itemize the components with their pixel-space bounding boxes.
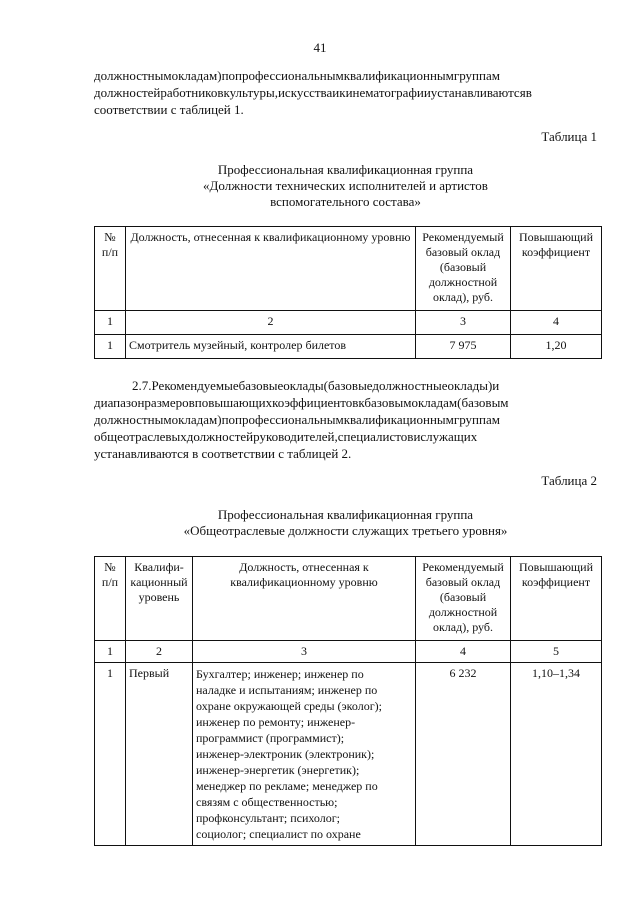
word: 2.7.	[132, 378, 152, 393]
table1-title	[94, 162, 597, 210]
word: должностные	[372, 378, 448, 393]
position-line: менеджер по рекламе; менеджер по	[196, 779, 378, 793]
position-line: инженер-энергетик (энергетик);	[196, 763, 360, 777]
word: специалистов	[337, 429, 414, 444]
word: окладам)	[171, 68, 222, 83]
word: к	[358, 395, 365, 410]
table1-header-row	[95, 227, 602, 311]
header-num: № п/п	[95, 227, 126, 311]
table1	[94, 226, 602, 359]
table-row	[95, 663, 602, 846]
row-position: Смотритель музейный, контролер билетов	[126, 335, 416, 359]
row-num: 1	[95, 663, 126, 846]
table1-title-line: «Должности технических исполнителей и артистов	[203, 178, 488, 193]
intro-paragraph	[94, 67, 597, 118]
table2-title-line: Профессиональная квалификационная группа	[217, 507, 474, 522]
row-level: Первый	[126, 663, 193, 846]
intro-line	[94, 84, 597, 101]
word: руководителей,	[253, 429, 338, 444]
word: коэффициентов	[272, 395, 359, 410]
para-line	[94, 394, 597, 411]
word: базовым	[364, 395, 412, 410]
word: диапазон	[94, 395, 145, 410]
table2-index-row	[95, 641, 602, 663]
para-line	[94, 411, 597, 428]
word: кинематографии	[339, 85, 431, 100]
index-cell: 4	[416, 641, 511, 663]
table-row	[95, 335, 602, 359]
word: Рекомендуемые	[151, 378, 239, 393]
table1-index-row	[95, 311, 602, 335]
word: окладам	[411, 395, 458, 410]
page-number: 41	[313, 40, 327, 55]
word: и	[332, 85, 340, 100]
word: окладам)	[171, 412, 222, 427]
word: должностным	[94, 68, 172, 83]
word: повышающих	[194, 395, 273, 410]
index-cell: 3	[416, 311, 511, 335]
para-line	[94, 377, 597, 394]
word: оклады)	[447, 378, 493, 393]
index-cell: 1	[95, 311, 126, 335]
table2-title-line: «Общеотраслевые должности служащих третьего уровня»	[183, 523, 508, 538]
word: должностей	[186, 429, 254, 444]
position-line: инженер-электроник (электроник);	[196, 747, 375, 761]
word: группам	[453, 68, 500, 83]
word: в	[525, 85, 532, 100]
header-coef: Повышающий коэффициент	[511, 227, 602, 311]
row-coef: 1,20	[511, 335, 602, 359]
word: базовые	[238, 378, 284, 393]
index-cell: 1	[95, 641, 126, 663]
index-cell: 2	[126, 311, 416, 335]
header-position: Должность, отнесенная к квалификационному уровню	[126, 227, 416, 311]
word: работников	[160, 85, 224, 100]
index-cell: 3	[193, 641, 416, 663]
table1-title-line: вспомогательного состава»	[270, 194, 421, 209]
position-line: охране окружающей среды (эколог);	[196, 699, 382, 713]
word: должностным	[94, 412, 172, 427]
word: искусства	[277, 85, 333, 100]
position-line: Бухгалтер; инженер; инженер по	[196, 667, 364, 681]
word: квалификационным	[343, 412, 454, 427]
word: по	[221, 412, 236, 427]
word: (базовые	[323, 378, 373, 393]
word: размеров	[144, 395, 195, 410]
index-cell: 5	[511, 641, 602, 663]
position-line: социолог; специалист по охране	[196, 827, 361, 841]
word: профессиональным	[235, 412, 344, 427]
word: и	[413, 429, 421, 444]
table2	[94, 556, 602, 846]
index-cell: 2	[126, 641, 193, 663]
word: оклады	[283, 378, 324, 393]
intro-line	[94, 67, 597, 84]
word: устанавливаются	[430, 85, 526, 100]
row-salary: 6 232	[416, 663, 511, 846]
word: служащих	[420, 429, 478, 444]
table1-label: Таблица 1	[541, 129, 597, 144]
position-line: связям с общественностью;	[196, 795, 338, 809]
position-line: программист (программист);	[196, 731, 345, 745]
header-num: № п/п	[95, 557, 126, 641]
table1-title-line: Профессиональная квалификационная группа	[217, 162, 474, 177]
table2-header-row	[95, 557, 602, 641]
para-line: устанавливаются в соответствии с таблицей 2.	[94, 446, 352, 461]
word: по	[221, 68, 236, 83]
intro-line: соответствии с таблицей 1.	[94, 102, 244, 117]
word: должностей	[94, 85, 161, 100]
position-line: наладке и испытаниям; инженер по	[196, 683, 378, 697]
word: культуры,	[223, 85, 278, 100]
word: общеотраслевых	[94, 429, 187, 444]
table2-label: Таблица 2	[541, 473, 597, 488]
row-salary: 7 975	[416, 335, 511, 359]
header-level: Квалифи-кационный уровень	[126, 557, 193, 641]
position-line: инженер по ремонту; инженер-	[196, 715, 356, 729]
position-line: профконсультант; психолог;	[196, 811, 340, 825]
word: и	[492, 378, 500, 393]
header-salary: Рекомендуемый базовый оклад (базовый должностной оклад), руб.	[416, 557, 511, 641]
header-position: Должность, отнесенная к квалификационному уровню	[193, 557, 416, 641]
row-position	[193, 663, 416, 846]
header-coef: Повышающий коэффициент	[511, 557, 602, 641]
table2-title	[94, 507, 597, 539]
para-line	[94, 428, 597, 445]
index-cell: 4	[511, 311, 602, 335]
word: профессиональным	[235, 68, 344, 83]
header-salary: Рекомендуемый базовый оклад (базовый должностной оклад), руб.	[416, 227, 511, 311]
paragraph-2-7	[94, 377, 597, 462]
word: группам	[453, 412, 500, 427]
word: (базовым	[457, 395, 509, 410]
row-coef: 1,10–1,34	[511, 663, 602, 846]
row-num: 1	[95, 335, 126, 359]
word: квалификационным	[343, 68, 454, 83]
